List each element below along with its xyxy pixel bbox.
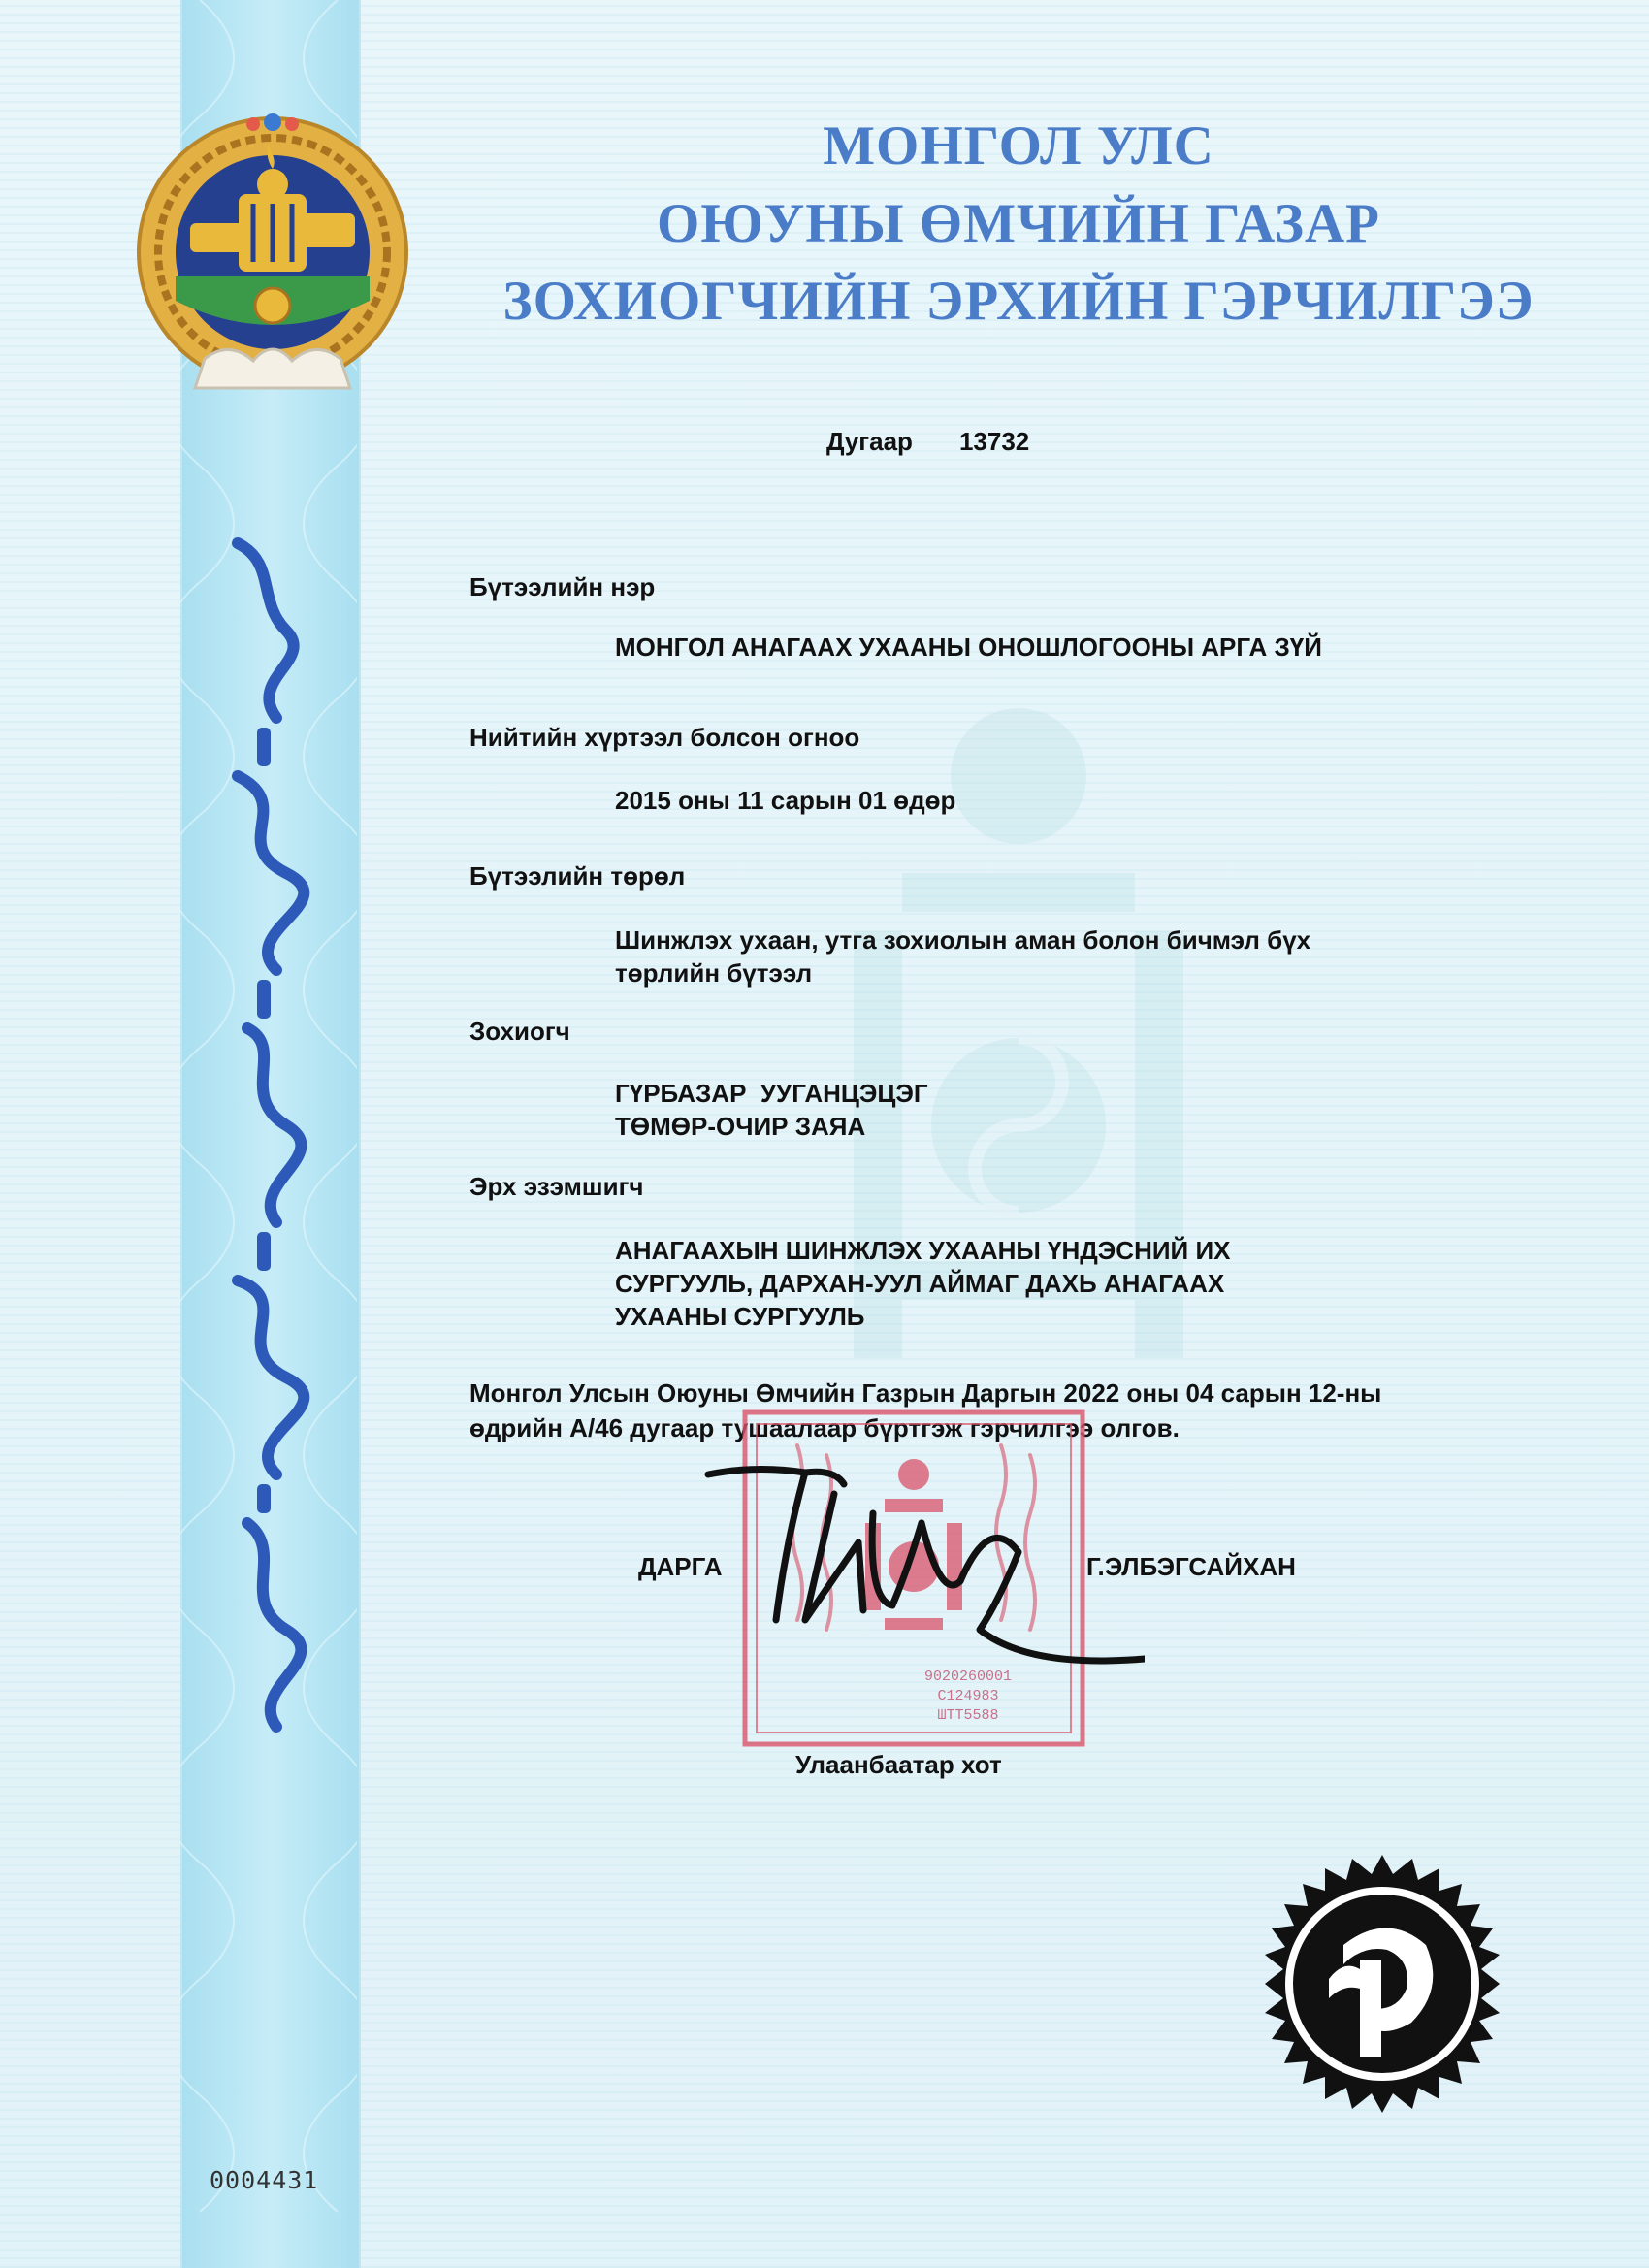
author-label: Зохиогч [469, 1017, 570, 1046]
publish-date-value: 2015 оны 11 сарын 01 өдөр [615, 786, 956, 815]
holder-value [615, 1234, 1231, 1333]
work-type-value [615, 923, 1310, 989]
work-name-label: Бүтээлийн нэр [469, 572, 656, 601]
holder-line-3: УХААНЫ СУРГУУЛЬ [615, 1302, 865, 1331]
serial-number: 0004431 [210, 2166, 319, 2194]
author-line-2: ТӨМӨР-ОЧИР ЗАЯА [615, 1112, 866, 1141]
number-value: 13732 [958, 427, 1030, 456]
holder-label: Эрх эзэмшигч [469, 1172, 644, 1201]
header-line-2: ОЮУНЫ ӨМЧИЙН ГАЗАР [656, 193, 1380, 254]
work-type-line-2: төрлийн бүтээл [615, 958, 813, 988]
handwritten-signature [698, 1455, 1145, 1688]
work-type-label: Бүтээлийн төрөл [469, 861, 686, 891]
certificate-number [826, 427, 1029, 457]
stamp-code-3: ШТТ5588 [937, 1707, 999, 1724]
certificate-title: ЗОХИОГЧИЙН ЭРХИЙН ГЭРЧИЛГЭЭ [502, 271, 1535, 332]
issue-city: Улаанбаатар хот [795, 1750, 1002, 1779]
ip-seal-icon [1251, 1853, 1513, 2115]
stamp-code-2: C124983 [937, 1688, 999, 1704]
signatory-title: ДАРГА [638, 1552, 723, 1581]
mongolian-script-decoration [199, 524, 335, 1746]
work-name-value: МОНГОЛ АНАГААХ УХААНЫ ОНОШЛОГООНЫ АРГА ЗҮЙ [615, 632, 1322, 662]
work-type-line-1: Шинжлэх ухаан, утга зохиолын аман болон бичмэл бүх [615, 925, 1311, 955]
decree-line-2: өдрийн А/46 дугаар тушаалаар бүртгэж гэрчилгээ олгов. [469, 1413, 1180, 1442]
signatory-name: Г.ЭЛБЭГСАЙХАН [1086, 1552, 1296, 1581]
holder-line-2: СУРГУУЛЬ, ДАРХАН-УУЛ АЙМАГ ДАХЬ АНАГААХ [615, 1269, 1225, 1298]
author-value [615, 1077, 928, 1143]
author-line-1: ГҮРБАЗАР УУГАНЦЭЦЭГ [615, 1079, 928, 1108]
holder-line-1: АНАГААХЫН ШИНЖЛЭХ УХААНЫ ҮНДЭСНИЙ ИХ [615, 1236, 1231, 1265]
decree-line-1: Монгол Улсын Оюуны Өмчийн Газрын Даргын 2022 оны 04 сарын 12-ны [469, 1378, 1382, 1408]
state-emblem [132, 107, 413, 417]
header-line-1: МОНГОЛ УЛС [823, 115, 1214, 177]
number-label: Дугаар [826, 427, 913, 456]
publish-date-label: Нийтийн хүртээл болсон огноо [469, 723, 860, 752]
stamp-code-1: 9020260001 [923, 1669, 1013, 1685]
